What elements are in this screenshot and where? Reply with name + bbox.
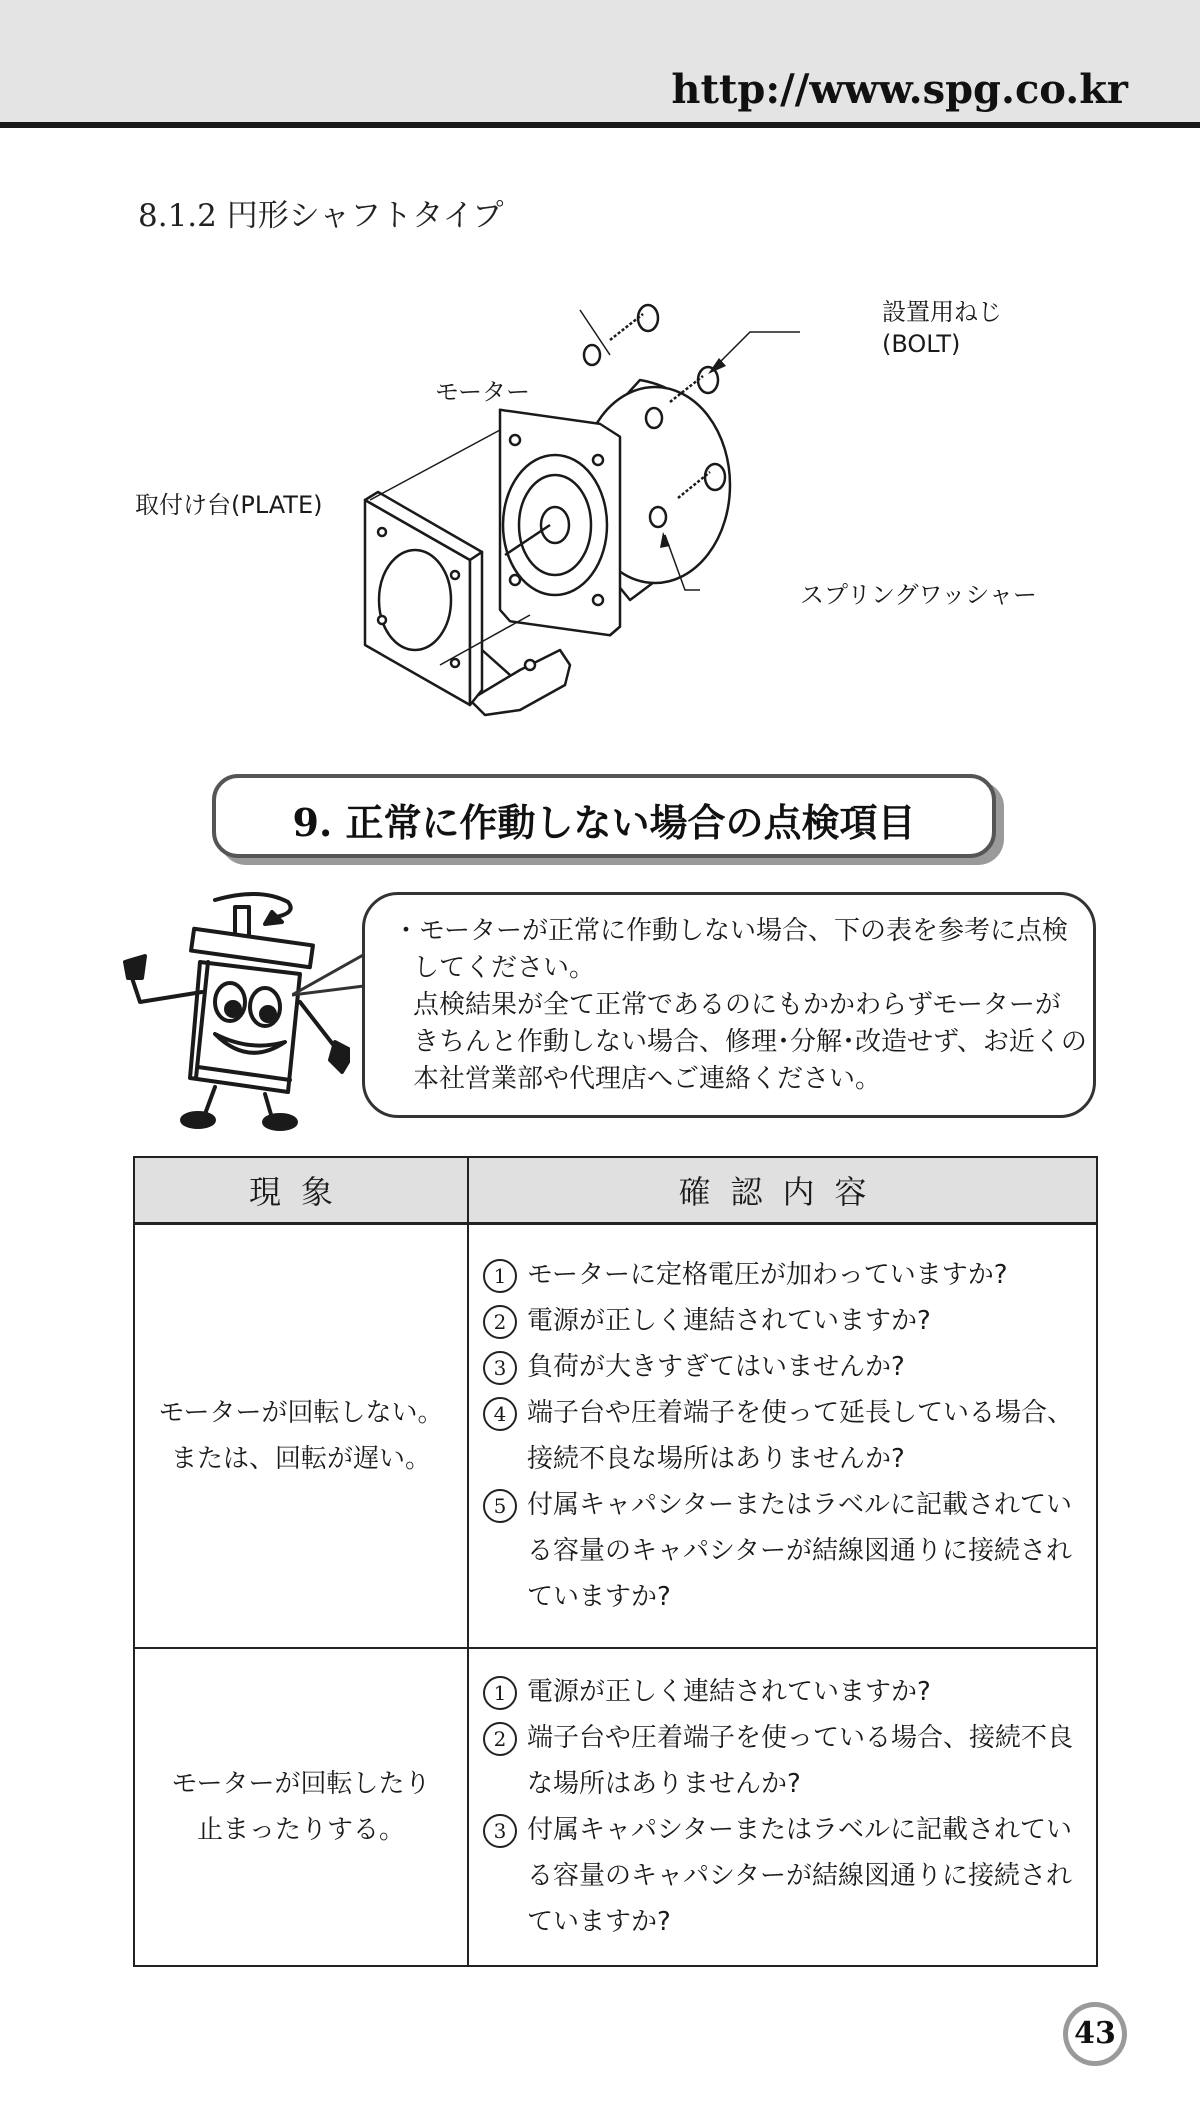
item-number: 2 (483, 1305, 517, 1339)
symptom-line: モーターが回転しない。 (158, 1397, 444, 1428)
check-item (483, 1298, 1086, 1344)
bolt-label-jp: 設置用ねじ (882, 298, 1002, 326)
item-number: 3 (483, 1351, 517, 1385)
check-cell (468, 1648, 1097, 1966)
table-row (134, 1648, 1097, 1966)
check-text: モーターに定格電圧が加わっていますか? (527, 1259, 1008, 1290)
header-check-content: 確認内容 (468, 1157, 1097, 1224)
bubble-line: してください。 (413, 953, 596, 983)
washer-label: スプリングワッシャー (800, 581, 1037, 609)
check-item (483, 1482, 1086, 1620)
check-text: 端子台や圧着端子を使っている場合、接続不良 (527, 1722, 1074, 1753)
header-rule (0, 122, 1200, 128)
item-number: 1 (483, 1259, 517, 1293)
speech-bubble (362, 892, 1096, 1118)
bubble-text (393, 913, 1087, 1098)
bubble-line: 本社営業部や代理店へご連絡ください。 (413, 1064, 882, 1094)
table-row (134, 1224, 1097, 1648)
check-text: 付属キャパシターまたはラベルに記載されてい (527, 1814, 1072, 1845)
header-symptom: 現象 (134, 1157, 468, 1224)
check-text: な場所はありませんか? (527, 1768, 801, 1799)
check-item (483, 1344, 1086, 1390)
page-number-badge (1063, 2002, 1127, 2066)
item-number: 3 (483, 1814, 517, 1848)
check-text: る容量のキャパシターが結線図通りに接続され (527, 1535, 1072, 1566)
speech-bubble-tail (292, 940, 372, 1010)
check-text: ていますか? (527, 1906, 671, 1937)
check-text: 接続不良な場所はありませんか? (527, 1443, 905, 1474)
item-number: 5 (483, 1489, 517, 1523)
inspection-table (133, 1156, 1098, 1967)
bubble-line: きちんと作動しない場合、修理･分解･改造せず、お近くの (413, 1027, 1087, 1057)
check-text: ていますか? (527, 1581, 671, 1612)
table-header-row (134, 1157, 1097, 1224)
symptom-line: 止まったりする。 (196, 1814, 405, 1845)
page-number: 43 (1068, 2007, 1122, 2061)
check-text: 付属キャパシターまたはラベルに記載されてい (527, 1489, 1072, 1520)
plate-label: 取付け台(PLATE) (135, 491, 323, 519)
symptom-line: モーターが回転したり (171, 1768, 431, 1799)
check-item (483, 1807, 1086, 1945)
bubble-line: ・モーターが正常に作動しない場合、下の表を参考に点検 (393, 916, 1068, 946)
item-number: 1 (483, 1676, 517, 1710)
item-number: 2 (483, 1722, 517, 1756)
header-url[interactable]: http://www.spg.co.kr (671, 66, 1128, 113)
symptom-cell (134, 1648, 468, 1966)
motor-label: モーター (435, 378, 531, 406)
bubble-line: 点検結果が全て正常であるのにもかかわらずモーターが (413, 990, 1061, 1020)
check-text: 負荷が大きすぎてはいませんか? (527, 1351, 905, 1382)
check-text: 端子台や圧着端子を使って延長している場合、 (527, 1397, 1074, 1428)
motor-assembly-diagram (110, 270, 1110, 740)
check-item (483, 1669, 1086, 1715)
check-text: 電源が正しく連結されていますか? (527, 1305, 931, 1336)
check-cell (468, 1224, 1097, 1648)
motor-drawing (500, 380, 730, 637)
item-number: 4 (483, 1397, 517, 1431)
bolt-label-en: (BOLT) (882, 330, 961, 358)
chapter-heading-box (212, 774, 996, 858)
check-item (483, 1715, 1086, 1807)
chapter-title: 9. 正常に作動しない場合の点検項目 (292, 800, 916, 845)
check-item (483, 1252, 1086, 1298)
check-text: 電源が正しく連結されていますか? (527, 1676, 931, 1707)
check-text: る容量のキャパシターが結線図通りに接続され (527, 1860, 1072, 1891)
section-title: 8.1.2 円形シャフトタイプ (138, 198, 504, 234)
check-item (483, 1390, 1086, 1482)
symptom-line: または、回転が遅い。 (170, 1443, 431, 1474)
symptom-cell (134, 1224, 468, 1648)
